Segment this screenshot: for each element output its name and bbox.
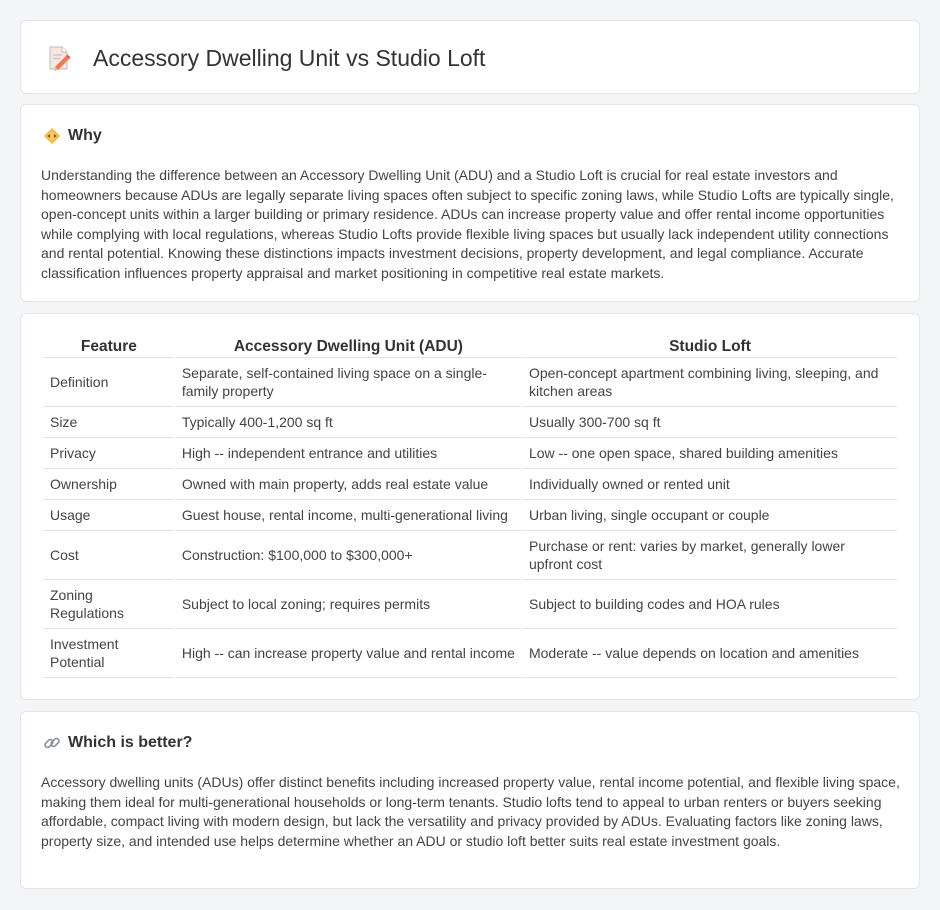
feature-cell: Usage [44, 500, 174, 531]
why-heading [43, 127, 102, 145]
studio-loft-cell: Open-concept apartment combining living, sleeping, and kitchen areas [523, 358, 897, 407]
header-adu: Accessory Dwelling Unit (ADU) [176, 335, 521, 358]
page-title: Accessory Dwelling Unit vs Studio Loft [93, 45, 486, 71]
better-text: Accessory dwelling units (ADUs) offer distinct benefits including increased property value, rental income potential, and flexible living space, making them ideal for multi-generational households or long-term tenants. Studio lofts tend to appeal to urban renters or buyers seeking affordable, compact living with modern design, but lack the versatility and privacy provided by ADUs. Evaluating factors like zoning laws, property size, and intended use helps determine whether an ADU or studio loft better suits real estate investment goals. [41, 774, 900, 849]
table-row [44, 407, 897, 438]
header-studio-loft: Studio Loft [523, 335, 897, 358]
studio-loft-cell: Urban living, single occupant or couple [523, 500, 897, 531]
studio-loft-cell: Moderate -- value depends on location and amenities [523, 629, 897, 678]
better-title: Which is better? [68, 734, 193, 751]
which-is-better-section [20, 711, 920, 889]
studio-loft-cell: Subject to building codes and HOA rules [523, 580, 897, 629]
studio-loft-cell: Usually 300-700 sq ft [523, 407, 897, 438]
table-row [44, 531, 897, 580]
header-card [20, 20, 920, 94]
table-row [44, 629, 897, 678]
studio-loft-cell: Low -- one open space, shared building amenities [523, 438, 897, 469]
studio-loft-cell: Purchase or rent: varies by market, generally lower upfront cost [523, 531, 897, 580]
table-header-row [44, 335, 897, 358]
adu-cell: Subject to local zoning; requires permits [176, 580, 521, 629]
studio-loft-cell: Individually owned or rented unit [523, 469, 897, 500]
feature-cell: Zoning Regulations [44, 580, 174, 629]
table-row [44, 469, 897, 500]
adu-cell: Construction: $100,000 to $300,000+ [176, 531, 521, 580]
why-text: Understanding the difference between an Accessory Dwelling Unit (ADU) and a Studio Loft is crucial for real estate investors and homeowners because ADUs are legally separate living spaces often subject to specific zoning laws, while Studio Lofts are typically single, open-concept units within a larger building or primary residence. ADUs can increase property value and offer rental income opportunities while complying with local regulations, whereas Studio Lofts provide flexible living spaces but usually lack independent utility connections and rental potential. Knowing these distinctions impacts investment decisions, property development, and legal compliance. Accurate classification influences property appraisal and market positioning in competitive real estate markets. [41, 167, 894, 281]
table-row [44, 500, 897, 531]
table-row [44, 358, 897, 407]
adu-cell: Owned with main property, adds real estate value [176, 469, 521, 500]
feature-cell: Ownership [44, 469, 174, 500]
feature-cell: Cost [44, 531, 174, 580]
why-title: Why [68, 127, 102, 144]
adu-cell: High -- independent entrance and utilities [176, 438, 521, 469]
adu-cell: Separate, self-contained living space on a single-family property [176, 358, 521, 407]
comparison-table [42, 335, 899, 678]
feature-cell: Investment Potential [44, 629, 174, 678]
table-row [44, 438, 897, 469]
header-feature: Feature [44, 335, 174, 358]
adu-cell: High -- can increase property value and rental income [176, 629, 521, 678]
diamond-arrows-icon [43, 127, 61, 145]
document-pencil-icon [47, 45, 71, 71]
adu-cell: Guest house, rental income, multi-generational living [176, 500, 521, 531]
table-row [44, 580, 897, 629]
comparison-section [20, 313, 920, 700]
better-heading [43, 734, 192, 752]
feature-cell: Definition [44, 358, 174, 407]
adu-cell: Typically 400-1,200 sq ft [176, 407, 521, 438]
why-section [20, 104, 920, 302]
link-icon [43, 734, 61, 752]
title-row [47, 43, 485, 73]
feature-cell: Size [44, 407, 174, 438]
feature-cell: Privacy [44, 438, 174, 469]
